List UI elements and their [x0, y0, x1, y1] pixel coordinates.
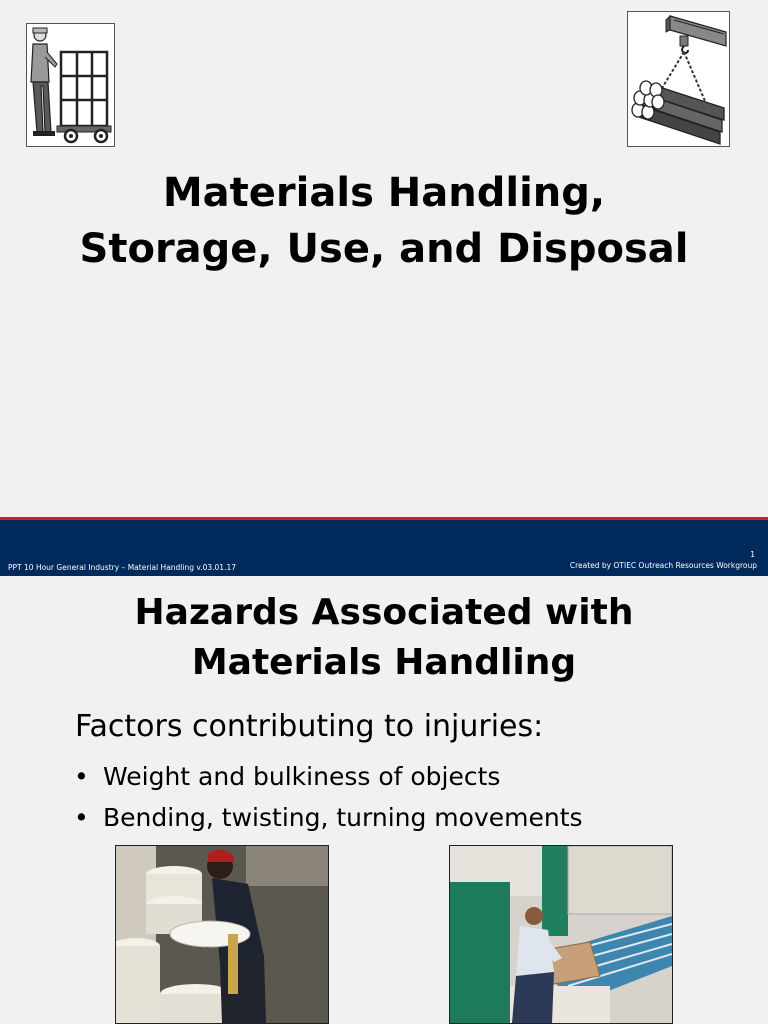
slide-title-line-1: Materials Handling,: [162, 170, 606, 216]
worker-hand-truck-icon: [26, 23, 115, 147]
footer-credit-label: Created by OTIEC Outreach Resources Workgroup: [569, 561, 757, 570]
hazards-slide: [0, 576, 768, 1024]
slide-title-line-2: Storage, Use, and Disposal: [79, 226, 689, 272]
list-item: [74, 756, 583, 797]
page-number: 1: [750, 550, 755, 559]
factors-subheading: Factors contributing to injuries:: [75, 709, 544, 744]
slide-footer-bar: [0, 517, 768, 576]
footer-course-label: PPT 10 Hour General Industry – Material Handling v.03.01.17: [8, 563, 237, 572]
worker-lifting-roll-photo: [115, 845, 329, 1024]
factors-list: [74, 756, 583, 838]
list-item-text: Weight and bulkiness of objects: [103, 762, 501, 791]
slide-title-line-2: Materials Handling: [191, 642, 577, 683]
bullet-icon: •: [74, 803, 89, 832]
slide-title-line-1: Hazards Associated with: [134, 592, 634, 633]
crane-lifting-pipes-icon: [627, 11, 730, 147]
list-item-text: Bending, twisting, turning movements: [103, 803, 583, 832]
bullet-icon: •: [74, 762, 89, 791]
slide-title: [0, 165, 768, 277]
slide-title: [0, 588, 768, 688]
worker-at-machine-photo: [449, 845, 673, 1024]
list-item: [74, 797, 583, 838]
